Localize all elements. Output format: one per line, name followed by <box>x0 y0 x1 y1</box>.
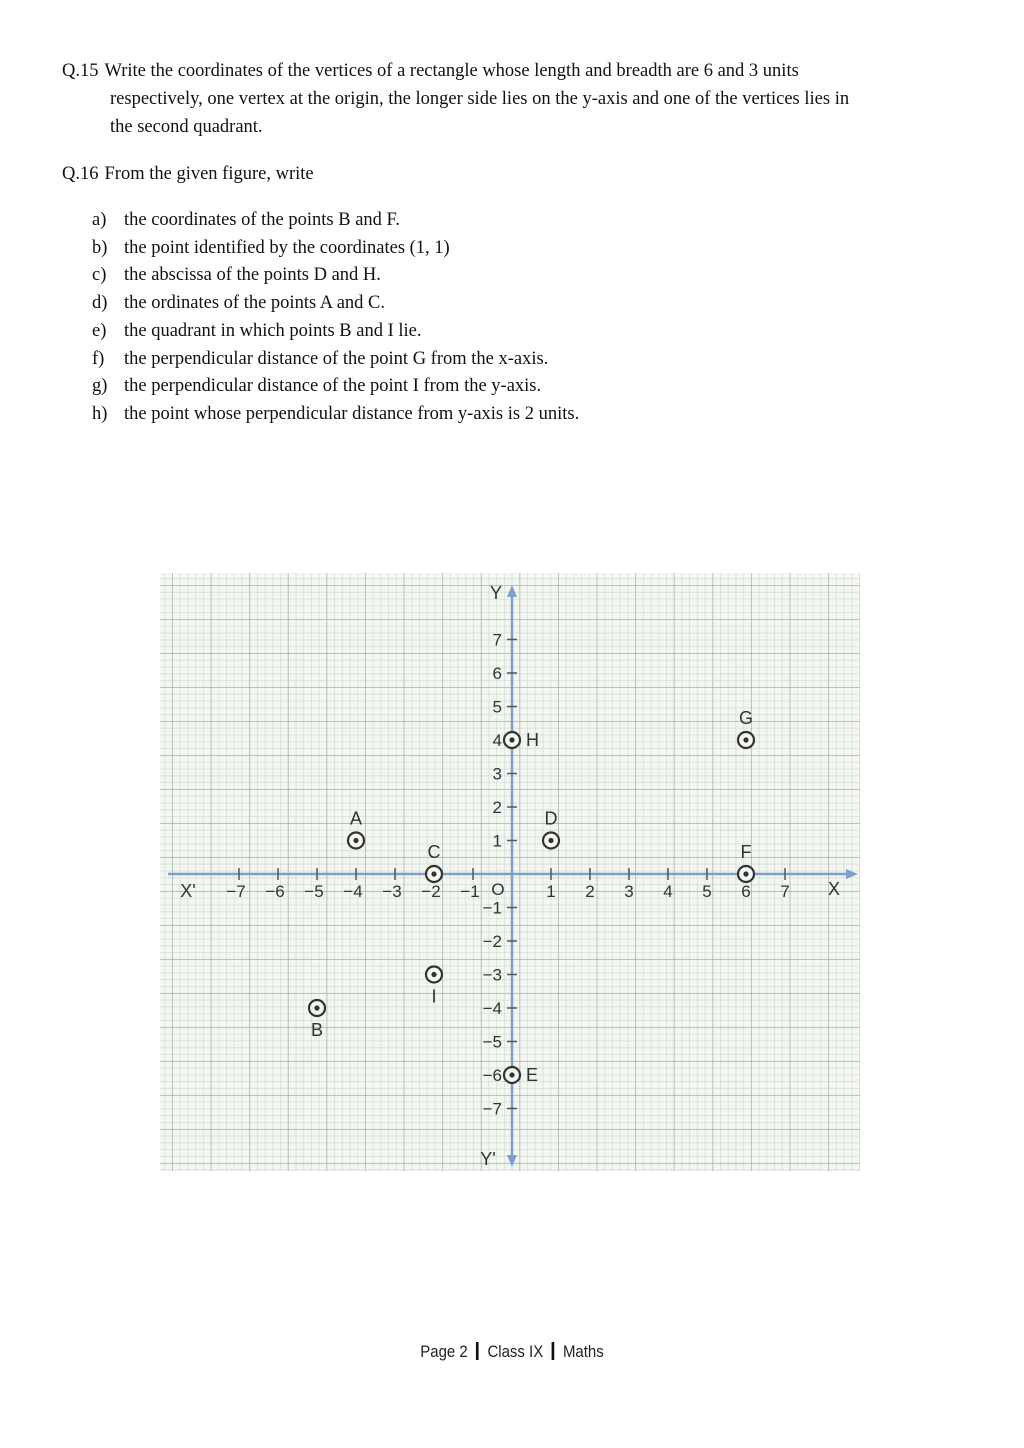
y-tick-label: −2 <box>482 932 502 951</box>
point-a-center <box>353 838 358 843</box>
coordinate-plane-svg <box>160 573 860 1171</box>
point-e-label: E <box>526 1065 539 1085</box>
subpart-label: c) <box>92 265 107 286</box>
x-tick-label: 2 <box>585 882 595 901</box>
subpart-label: d) <box>92 293 108 314</box>
y-tick-label: −5 <box>482 1032 502 1052</box>
subpart-label: h) <box>92 403 108 424</box>
y-tick-label: 6 <box>492 664 502 683</box>
subpart-h <box>92 401 952 429</box>
x-tick-label: 6 <box>741 882 751 901</box>
subpart-text: the perpendicular distance of the point I from the y-axis. <box>124 376 542 397</box>
x-tick-label: 3 <box>624 882 634 901</box>
subpart-f <box>92 346 952 374</box>
question-15 <box>62 57 942 141</box>
x-tick-label: −6 <box>265 882 285 901</box>
subpart-d <box>92 290 952 318</box>
question-16-number: Q.16 <box>62 164 99 184</box>
y-axis-positive-label: Y <box>489 583 503 603</box>
x-tick-label: 7 <box>780 882 790 901</box>
question-16-subparts <box>92 207 952 429</box>
x-tick-label: −3 <box>382 882 402 901</box>
y-tick-label: 7 <box>492 630 502 650</box>
point-g-center <box>743 737 748 742</box>
x-axis-arrow <box>846 869 858 879</box>
subpart-label: a) <box>92 210 107 230</box>
x-tick-label: −5 <box>304 882 324 901</box>
x-tick-label: 5 <box>702 882 712 901</box>
y-tick-label: 1 <box>492 831 502 851</box>
point-f-center <box>743 871 748 876</box>
subpart-text: the ordinates of the points A and C. <box>124 293 386 314</box>
question-16-text: From the given figure, write <box>104 164 314 184</box>
y-axis-arrow-down <box>507 1155 517 1167</box>
question-16 <box>62 160 942 188</box>
y-tick-label: 5 <box>492 697 502 717</box>
footer-separator <box>552 1342 555 1360</box>
footer-separator <box>476 1342 479 1360</box>
point-h-label: H <box>526 730 539 750</box>
point-i-center <box>431 972 436 977</box>
subpart-e <box>92 318 952 346</box>
subpart-text: the point identified by the coordinates (1, 1) <box>124 237 450 258</box>
x-tick-label: 4 <box>663 882 673 901</box>
y-tick-label: −7 <box>482 1099 502 1119</box>
footer-page: Page 2 <box>420 1342 468 1361</box>
point-b-label: B <box>310 1020 324 1040</box>
coordinate-plane-figure <box>160 573 860 1171</box>
point-g-label: G <box>738 708 754 728</box>
y-tick-label: −3 <box>482 965 502 985</box>
y-tick-label: −6 <box>482 1066 502 1085</box>
y-tick-label: 3 <box>492 764 502 784</box>
point-e-center <box>509 1072 514 1077</box>
subpart-text: the coordinates of the points B and F. <box>124 210 400 230</box>
question-15-number: Q.15 <box>62 61 99 81</box>
point-c-label: C <box>427 842 441 862</box>
y-tick-label: −4 <box>482 999 502 1018</box>
footer-class: Class IX <box>487 1342 544 1361</box>
question-15-line-1: Write the coordinates of the vertices of a rectangle whose length and breadth are 6 and 3 units <box>104 61 799 81</box>
subpart-c <box>92 262 952 290</box>
point-a-label: A <box>349 808 363 829</box>
subpart-a <box>92 207 952 235</box>
subpart-g <box>92 373 952 401</box>
y-tick-label: 2 <box>492 798 502 817</box>
question-15-line-3: the second quadrant. <box>110 117 263 137</box>
x-tick-label: −7 <box>226 882 246 901</box>
subpart-label: b) <box>92 237 108 258</box>
x-axis-positive-label: X <box>827 879 841 899</box>
y-tick-label: 4 <box>492 731 502 750</box>
page-footer <box>61 1342 962 1362</box>
point-f-label: F <box>740 842 752 862</box>
subpart-text: the point whose perpendicular distance from y-axis is 2 units. <box>124 403 580 424</box>
subpart-text: the quadrant in which points B and I lie. <box>124 320 422 341</box>
point-d-center <box>548 838 553 843</box>
subpart-text: the perpendicular distance of the point G from the x-axis. <box>124 348 549 369</box>
origin-label: O <box>491 880 505 899</box>
point-b-center <box>314 1005 319 1010</box>
x-tick-label: 1 <box>546 882 556 901</box>
point-c-center <box>431 871 436 876</box>
y-tick-label: −1 <box>482 898 502 918</box>
subpart-label: g) <box>92 376 108 397</box>
question-15-line-2: respectively, one vertex at the origin, the longer side lies on the y-axis and one of the vertices lies in <box>110 89 850 109</box>
point-d-label: D <box>544 808 558 829</box>
y-axis-arrow-up <box>507 585 517 597</box>
subpart-label: f) <box>92 348 105 369</box>
subpart-b <box>92 235 952 263</box>
point-h-center <box>509 737 514 742</box>
y-axis-negative-label: Y' <box>480 1149 496 1169</box>
x-tick-label: −2 <box>421 882 441 901</box>
x-tick-label: −1 <box>460 882 480 901</box>
footer-subject: Maths <box>562 1342 604 1361</box>
subpart-label: e) <box>92 320 107 341</box>
point-i-label: I <box>431 986 437 1007</box>
subpart-text: the abscissa of the points D and H. <box>124 265 381 286</box>
x-axis-negative-label: X' <box>180 881 196 901</box>
x-tick-label: −4 <box>343 882 363 901</box>
